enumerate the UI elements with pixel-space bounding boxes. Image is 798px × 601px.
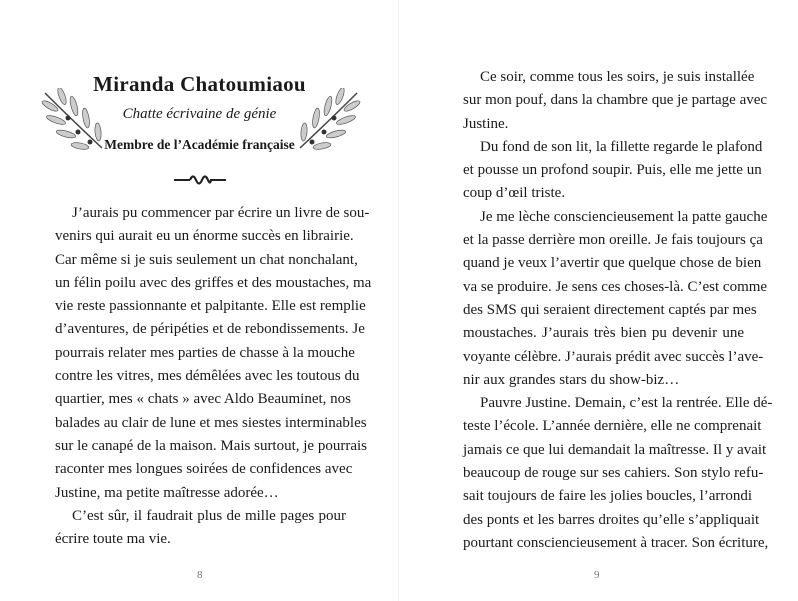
text-line: C’est sûr, il faudrait plus de mille pages pour bbox=[72, 507, 346, 524]
text-line: J’aurais pu commencer par écrire un livre de sou- bbox=[72, 205, 370, 221]
text-line: un félin poilu avec des griffes et des moustaches, ma bbox=[55, 274, 372, 291]
author-title: Miranda Chatoumiaou bbox=[93, 72, 306, 96]
text-line: Du fond de son lit, la fillette regarde le plafond bbox=[480, 138, 763, 155]
page-number: 8 bbox=[197, 569, 203, 581]
right-page bbox=[399, 0, 798, 601]
text-line: Ce soir, comme tous les soirs, je suis installée bbox=[480, 69, 755, 85]
right-page-text bbox=[463, 66, 773, 555]
text-line: va se produire. Je sens ces choses-là. C’est comme bbox=[463, 278, 768, 295]
text-line: quartier, mes « chats » avec Aldo Beauminet, nos bbox=[55, 391, 351, 408]
page-number: 9 bbox=[594, 569, 600, 581]
text-line: Car même si je suis seulement un chat nonchalant, bbox=[55, 251, 358, 268]
text-line: et pousse un profond soupir. Puis, elle me jette un bbox=[463, 162, 762, 179]
text-line: écrire toute ma vie. bbox=[55, 531, 171, 548]
author-membership: Membre de l’Académie française bbox=[104, 137, 295, 152]
text-line: coup d’œil triste. bbox=[463, 185, 566, 202]
text-line: voyante célèbre. J’aurais prédit avec succès l’ave- bbox=[463, 348, 764, 365]
text-line: teste l’école. L’année dernière, elle ne comprenait bbox=[463, 418, 762, 435]
text-line: Justine. bbox=[463, 115, 509, 132]
text-line: raconter mes longues soirées de confidences avec bbox=[55, 461, 353, 478]
text-line: d’aventures, de péripéties et de rebondissements. Je bbox=[55, 321, 365, 338]
text-line: quand je veux l’avertir que quelque chose de bien bbox=[463, 255, 762, 272]
text-line: pourtant consciencieusement à tracer. Son écriture, bbox=[463, 534, 769, 551]
text-line: sait toujours de faire les jolies boucles, l’arrondi bbox=[463, 488, 753, 505]
text-line: pourrais relater mes parties de chasse à la mouche bbox=[55, 344, 355, 361]
author-subtitle: Chatte écrivaine de génie bbox=[122, 106, 277, 122]
left-page-text bbox=[55, 202, 372, 551]
text-line: moustaches. J’aurais très bien pu devenir une bbox=[463, 325, 744, 342]
text-line: jamais ce que lui demandait la maîtresse. Il y avait bbox=[463, 441, 767, 458]
text-line: des SMS qui seraient directement captés par mes bbox=[463, 301, 757, 318]
text-line: beaucoup de rouge sur ses cahiers. Son stylo refu- bbox=[463, 465, 764, 482]
text-line: Je me lèche consciencieusement la patte gauche bbox=[480, 208, 768, 225]
text-line: vie reste passionnante et palpitante. Elle est remplie bbox=[55, 298, 366, 315]
text-line: des ponts et les barres droites qu’elle s’appliquait bbox=[463, 511, 760, 528]
text-line: sur le canapé de la maison. Mais surtout, je pourrais bbox=[55, 437, 367, 454]
text-line: Justine, ma petite maîtresse adorée… bbox=[55, 484, 279, 501]
text-line: contre les vitres, mes démêlées avec les toutous du bbox=[55, 368, 360, 385]
text-line: balades au clair de lune et mes siestes interminables bbox=[55, 414, 367, 431]
ornament-flourish-icon bbox=[172, 172, 228, 186]
text-line: Pauvre Justine. Demain, c’est la rentrée. Elle dé- bbox=[480, 395, 773, 412]
text-line: nir aux grandes stars du show-biz… bbox=[463, 371, 680, 388]
text-line: sur mon pouf, dans la chambre que je partage avec bbox=[463, 92, 768, 109]
text-line: et la passe derrière mon oreille. Je fais toujours ça bbox=[463, 232, 763, 249]
text-line: venirs qui aurait eu un énorme succès en librairie. bbox=[55, 228, 354, 245]
